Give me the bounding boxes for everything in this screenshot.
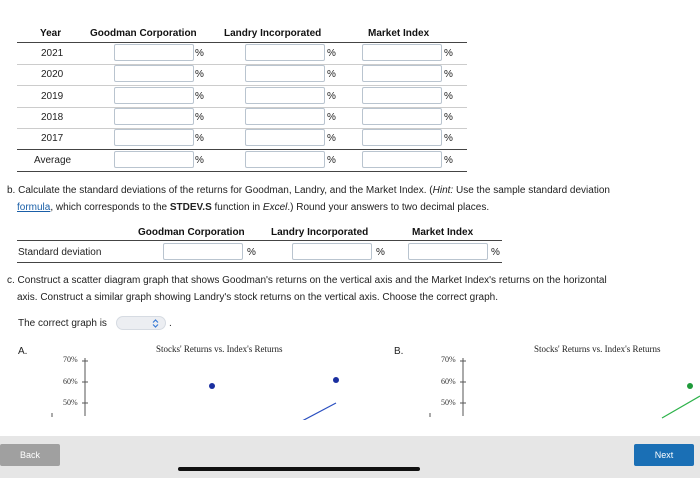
percent-unit: % [444,133,453,144]
percent-unit: % [444,112,453,123]
graph-b-title: Stocks' Returns vs. Index's Returns [534,344,661,354]
return-input-market[interactable] [362,129,442,146]
graph-a-point [333,377,339,383]
percent-unit: % [195,112,204,123]
partb-text-5: .) Round your answers to two decimal places. [287,202,490,213]
percent-unit: % [327,48,336,59]
col-header-goodman: Goodman Corporation [90,28,197,39]
back-button[interactable] [0,444,60,466]
sd-goodman-unit: % [247,247,256,258]
table-row-label: 2021 [41,48,64,59]
option-a-label: A. [18,346,28,357]
table-row-label: 2019 [41,91,64,102]
graph-a-title: Stocks' Returns vs. Index's Returns [156,344,283,354]
col-header-year: Year [40,28,62,39]
graph-b-tick-60: 60% [441,377,456,386]
percent-unit: % [444,48,453,59]
return-input-goodman[interactable] [114,44,194,61]
graph-a-tick-50: 50% [63,398,78,407]
next-button-label: Next [654,450,674,460]
row-divider [17,85,467,86]
sd-market-unit: % [491,247,500,258]
formula-link[interactable]: formula [17,202,51,213]
return-input-landry[interactable] [245,87,325,104]
graph-a-tick-60: 60% [63,377,78,386]
percent-unit: % [327,155,336,166]
table-row-label: 2018 [41,112,64,123]
graph-b-trend-line [662,396,700,418]
table-row-label: 2020 [41,69,64,80]
percent-unit: % [195,133,204,144]
table-average-rule [17,149,467,150]
return-input-landry[interactable] [245,151,325,168]
graph-b-tick-50: 50% [441,398,456,407]
table-row-label: Average [34,155,72,166]
graph-b-tick-70: 70% [441,355,456,364]
graph-select-dropdown[interactable] [116,316,166,330]
graph-a-plot [40,350,360,420]
partb-text-4: function in [211,202,263,213]
sd-landry-unit: % [376,247,385,258]
next-button[interactable] [634,444,694,466]
table-bottom-rule [17,171,467,172]
partb-text-1: b. Calculate the standard deviations of the returns for Goodman, Landry, and the Market Index. ( [7,185,433,196]
sd-row-label: Standard deviation [18,247,102,258]
graph-a-point [209,383,215,389]
percent-unit: % [444,91,453,102]
partb-text-2: Use the sample standard deviation [453,185,610,196]
return-input-market[interactable] [362,44,442,61]
percent-unit: % [195,155,204,166]
table-top-rule [17,42,467,43]
return-input-goodman[interactable] [114,87,194,104]
graph-b-plot [418,350,700,420]
footer-bar [0,436,700,478]
sd-top-rule [17,240,502,241]
partc-text-1: c. Construct a scatter diagram graph that shows Goodman's returns on the vertical axis and the Market Index's returns on the horizontal [7,275,607,286]
sd-market-input[interactable] [408,243,488,260]
sd-header-landry: Landry Incorporated [271,227,369,238]
graph-a-trend-line [302,403,336,420]
percent-unit: % [195,91,204,102]
prompt-period: . [169,318,172,329]
return-input-market[interactable] [362,151,442,168]
percent-unit: % [327,91,336,102]
back-button-label: Back [19,450,40,460]
sd-header-market: Market Index [412,227,474,238]
partb-func: STDEV.S [169,202,212,213]
col-header-market: Market Index [368,28,430,39]
percent-unit: % [195,48,204,59]
return-input-goodman[interactable] [114,65,194,82]
percent-unit: % [327,112,336,123]
sd-landry-input[interactable] [292,243,372,260]
return-input-landry[interactable] [245,44,325,61]
percent-unit: % [327,69,336,80]
home-indicator [178,467,420,471]
partc-text-2: axis. Construct a similar graph showing Landry's stock returns on the vertical axis. Choose the correct graph. [17,292,499,303]
return-input-goodman[interactable] [114,108,194,125]
percent-unit: % [444,155,453,166]
partb-instructions [7,182,687,216]
return-input-market[interactable] [362,108,442,125]
sd-header-goodman: Goodman Corporation [138,227,245,238]
return-input-landry[interactable] [245,65,325,82]
percent-unit: % [327,133,336,144]
percent-unit: % [444,69,453,80]
graph-prompt: The correct graph is [18,318,107,329]
return-input-goodman[interactable] [114,151,194,168]
sd-goodman-input[interactable] [163,243,243,260]
partc-instructions [7,272,687,306]
return-input-market[interactable] [362,87,442,104]
return-input-market[interactable] [362,65,442,82]
return-input-landry[interactable] [245,108,325,125]
col-header-landry: Landry Incorporated [224,28,322,39]
percent-unit: % [195,69,204,80]
return-input-goodman[interactable] [114,129,194,146]
updown-chevron-icon [152,319,159,328]
return-input-landry[interactable] [245,129,325,146]
partb-text-3: , which corresponds to the [50,202,170,213]
table-row-label: 2017 [41,133,64,144]
sd-bottom-rule [17,262,502,263]
graph-a-tick-70: 70% [63,355,78,364]
partb-excel: Excel [262,202,288,213]
option-b-label: B. [394,346,404,357]
partb-hint-label: Hint: [432,185,454,196]
graph-b-point [687,383,693,389]
